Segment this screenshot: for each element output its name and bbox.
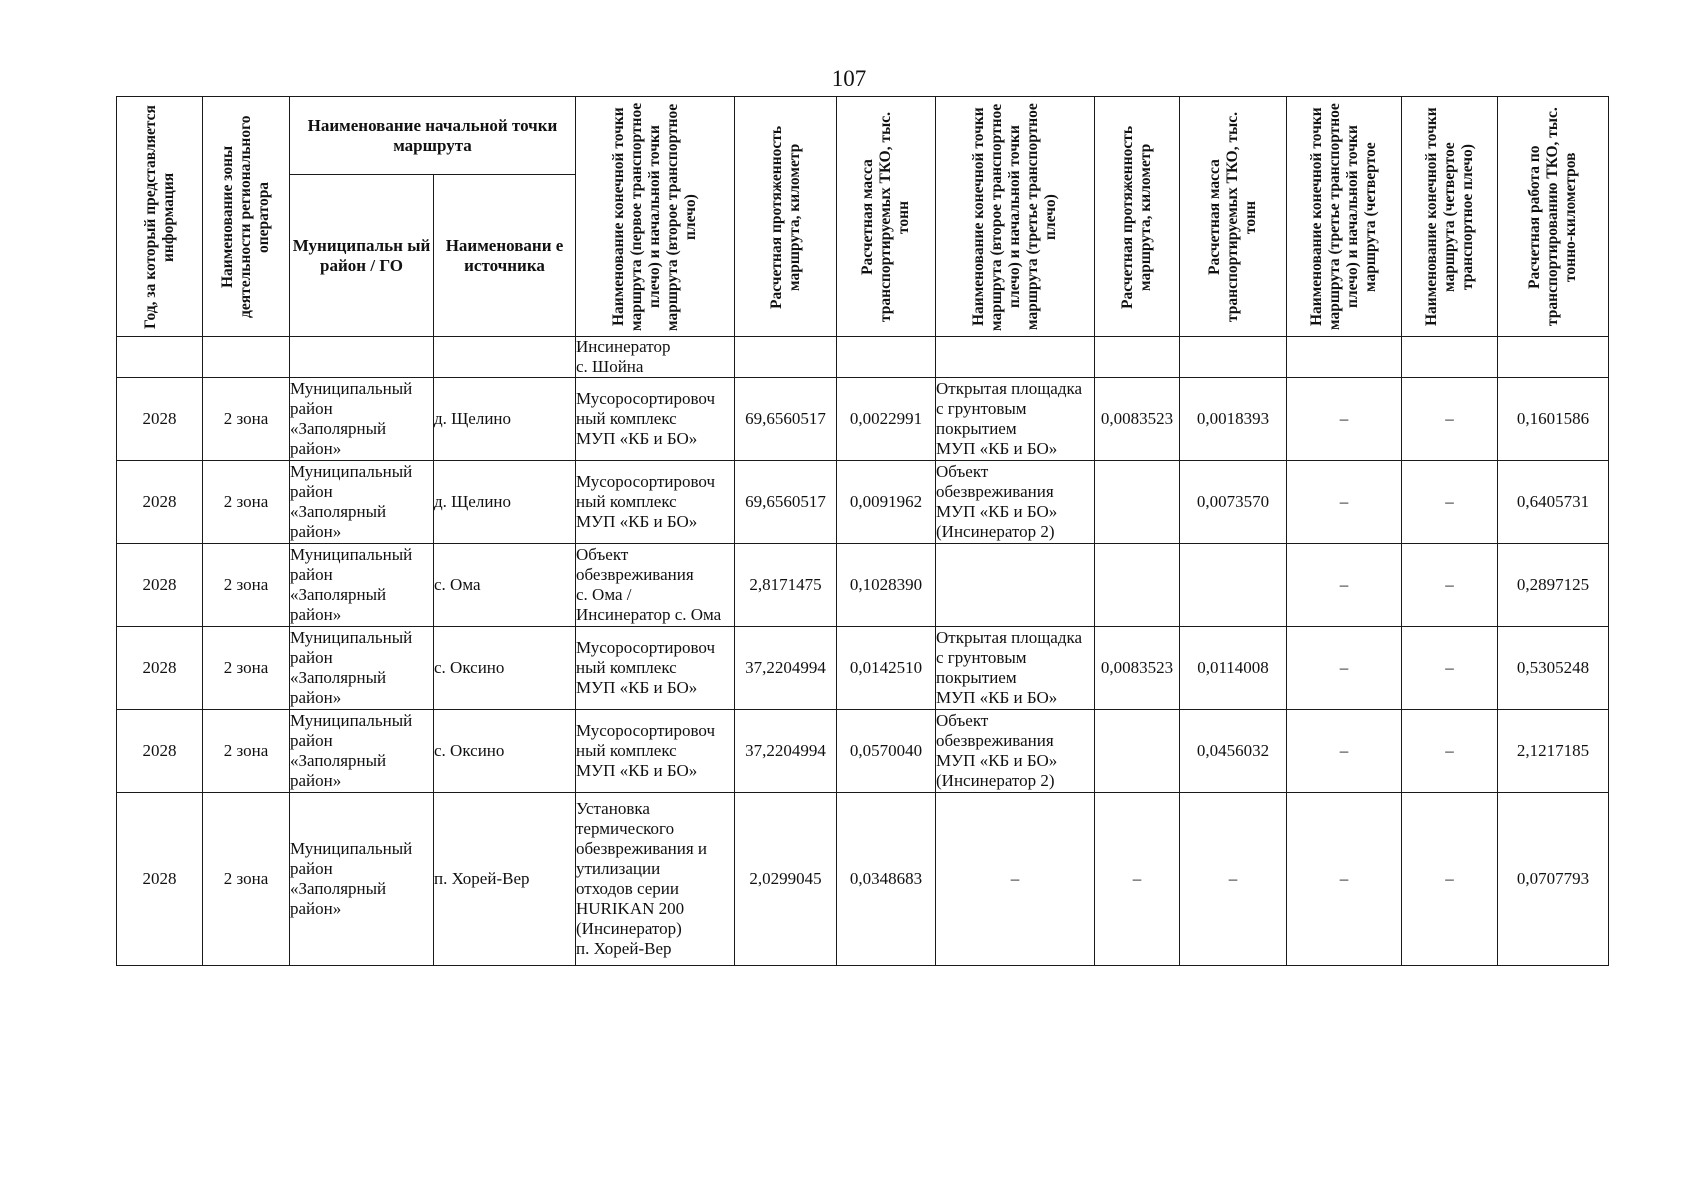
cell-zone: 2 зона [203,793,290,966]
cell-end-point-4: – [1402,627,1498,710]
table-row [117,627,1609,710]
cell-end-point-1: Мусоросортировоч ный комплекс МУП «КБ и БО» [576,627,735,710]
header-end-point-3: Наименование конечной точки маршрута (третье транспортное плечо) и начальной точки маршрута (четвертое [1287,97,1402,337]
cell-end-point-2 [936,544,1095,627]
cell-mass-2: 0,0456032 [1180,710,1287,793]
header-length-2: Расчетная протяженность маршрута, километр [1095,97,1180,337]
cell-municipality: Муниципальный район «Заполярный район» [290,461,434,544]
cell-end-point-1: Установка термического обезвреживания и утилизации отходов серии HURIKAN 200 (Инсинератор) п. Хорей-Вер [576,793,735,966]
header-mass-1: Расчетная масса транспортируемых ТКО, тыс. тонн [837,97,936,337]
cell-source [434,337,576,378]
cell-zone: 2 зона [203,461,290,544]
table-row [117,378,1609,461]
cell-end-point-3: – [1287,627,1402,710]
cell-mass-1: 0,0022991 [837,378,936,461]
cell-mass-1: 0,1028390 [837,544,936,627]
cell-length-1: 2,8171475 [735,544,837,627]
cell-source: д. Щелино [434,461,576,544]
cell-source: с. Оксино [434,627,576,710]
cell-length-1: 2,0299045 [735,793,837,966]
cell-end-point-1: Мусоросортировоч ный комплекс МУП «КБ и БО» [576,378,735,461]
cell-zone: 2 зона [203,544,290,627]
cell-mass-1: 0,0348683 [837,793,936,966]
cell-source: с. Оксино [434,710,576,793]
table-row [117,544,1609,627]
cell-end-point-2: Объект обезвреживания МУП «КБ и БО» (Инсинератор 2) [936,461,1095,544]
cell-year: 2028 [117,378,203,461]
cell-end-point-3: – [1287,378,1402,461]
cell-end-point-4: – [1402,710,1498,793]
table-row [117,337,1609,378]
cell-year: 2028 [117,710,203,793]
header-start-point-group: Наименование начальной точки маршрута [290,97,576,175]
header-year: Год, за который представляется информация [117,97,203,337]
cell-municipality: Муниципальный район «Заполярный район» [290,544,434,627]
cell-source: п. Хорей-Вер [434,793,576,966]
cell-mass-2 [1180,337,1287,378]
cell-municipality: Муниципальный район «Заполярный район» [290,627,434,710]
cell-year [117,337,203,378]
cell-work: 2,1217185 [1498,710,1609,793]
cell-end-point-4: – [1402,544,1498,627]
cell-mass-1: 0,0570040 [837,710,936,793]
cell-end-point-3: – [1287,544,1402,627]
cell-length-2 [1095,461,1180,544]
cell-end-point-4 [1402,337,1498,378]
cell-mass-2 [1180,544,1287,627]
header-end-point-4: Наименование конечной точки маршрута (четвертое транспортное плечо) [1402,97,1498,337]
cell-end-point-3: – [1287,793,1402,966]
cell-municipality: Муниципальный район «Заполярный район» [290,710,434,793]
cell-length-2 [1095,544,1180,627]
header-mass-2: Расчетная масса транспортируемых ТКО, тыс. тонн [1180,97,1287,337]
cell-work [1498,337,1609,378]
cell-municipality: Муниципальный район «Заполярный район» [290,378,434,461]
cell-mass-1 [837,337,936,378]
cell-zone: 2 зона [203,378,290,461]
cell-year: 2028 [117,544,203,627]
cell-length-1 [735,337,837,378]
cell-source: д. Щелино [434,378,576,461]
cell-work: 0,1601586 [1498,378,1609,461]
cell-end-point-4: – [1402,378,1498,461]
header-work: Расчетная работа по транспортированию ТКО, тыс. тонно-километров [1498,97,1609,337]
cell-end-point-2: – [936,793,1095,966]
header-source: Наименовани е источника [434,175,576,337]
cell-mass-2: 0,0114008 [1180,627,1287,710]
cell-end-point-1: Инсинератор с. Шойна [576,337,735,378]
cell-zone: 2 зона [203,710,290,793]
cell-mass-2: 0,0073570 [1180,461,1287,544]
cell-end-point-4: – [1402,793,1498,966]
cell-year: 2028 [117,627,203,710]
cell-work: 0,2897125 [1498,544,1609,627]
cell-end-point-2: Открытая площадка с грунтовым покрытием МУП «КБ и БО» [936,378,1095,461]
cell-length-2 [1095,337,1180,378]
table-row [117,793,1609,966]
header-end-point-1: Наименование конечной точки маршрута (первое транспортное плечо) и начальной точки маршрута (второе транспортное плечо) [576,97,735,337]
cell-year: 2028 [117,461,203,544]
cell-municipality: Муниципальный район «Заполярный район» [290,793,434,966]
cell-year: 2028 [117,793,203,966]
cell-end-point-1: Мусоросортировоч ный комплекс МУП «КБ и БО» [576,461,735,544]
page-number: 107 [831,66,867,91]
cell-end-point-3: – [1287,710,1402,793]
cell-zone [203,337,290,378]
cell-work: 0,5305248 [1498,627,1609,710]
cell-end-point-3 [1287,337,1402,378]
cell-mass-1: 0,0142510 [837,627,936,710]
cell-end-point-1: Объект обезвреживания с. Ома / Инсинератор с. Ома [576,544,735,627]
cell-end-point-4: – [1402,461,1498,544]
cell-municipality [290,337,434,378]
table-row [117,710,1609,793]
cell-source: с. Ома [434,544,576,627]
cell-length-2: 0,0083523 [1095,378,1180,461]
cell-mass-2: 0,0018393 [1180,378,1287,461]
cell-end-point-3: – [1287,461,1402,544]
cell-length-1: 37,2204994 [735,710,837,793]
cell-zone: 2 зона [203,627,290,710]
table-row [117,461,1609,544]
table-body [117,337,1609,966]
header-municipality: Муниципальн ый район / ГО [290,175,434,337]
cell-work: 0,0707793 [1498,793,1609,966]
table-header [117,97,1609,337]
cell-end-point-1: Мусоросортировоч ный комплекс МУП «КБ и БО» [576,710,735,793]
cell-length-2 [1095,710,1180,793]
cell-mass-2: – [1180,793,1287,966]
cell-length-2: 0,0083523 [1095,627,1180,710]
cell-end-point-2: Объект обезвреживания МУП «КБ и БО» (Инсинератор 2) [936,710,1095,793]
header-zone: Наименование зоны деятельности регионального оператора [203,97,290,337]
cell-length-1: 69,6560517 [735,461,837,544]
header-end-point-2: Наименование конечной точки маршрута (второе транспортное плечо) и начальной точки маршрута (третье транспортное плечо) [936,97,1095,337]
cell-length-2: – [1095,793,1180,966]
cell-length-1: 69,6560517 [735,378,837,461]
cell-end-point-2: Открытая площадка с грунтовым покрытием МУП «КБ и БО» [936,627,1095,710]
cell-mass-1: 0,0091962 [837,461,936,544]
routes-table [116,96,1609,966]
header-length-1: Расчетная протяженность маршрута, километр [735,97,837,337]
cell-end-point-2 [936,337,1095,378]
cell-work: 0,6405731 [1498,461,1609,544]
cell-length-1: 37,2204994 [735,627,837,710]
